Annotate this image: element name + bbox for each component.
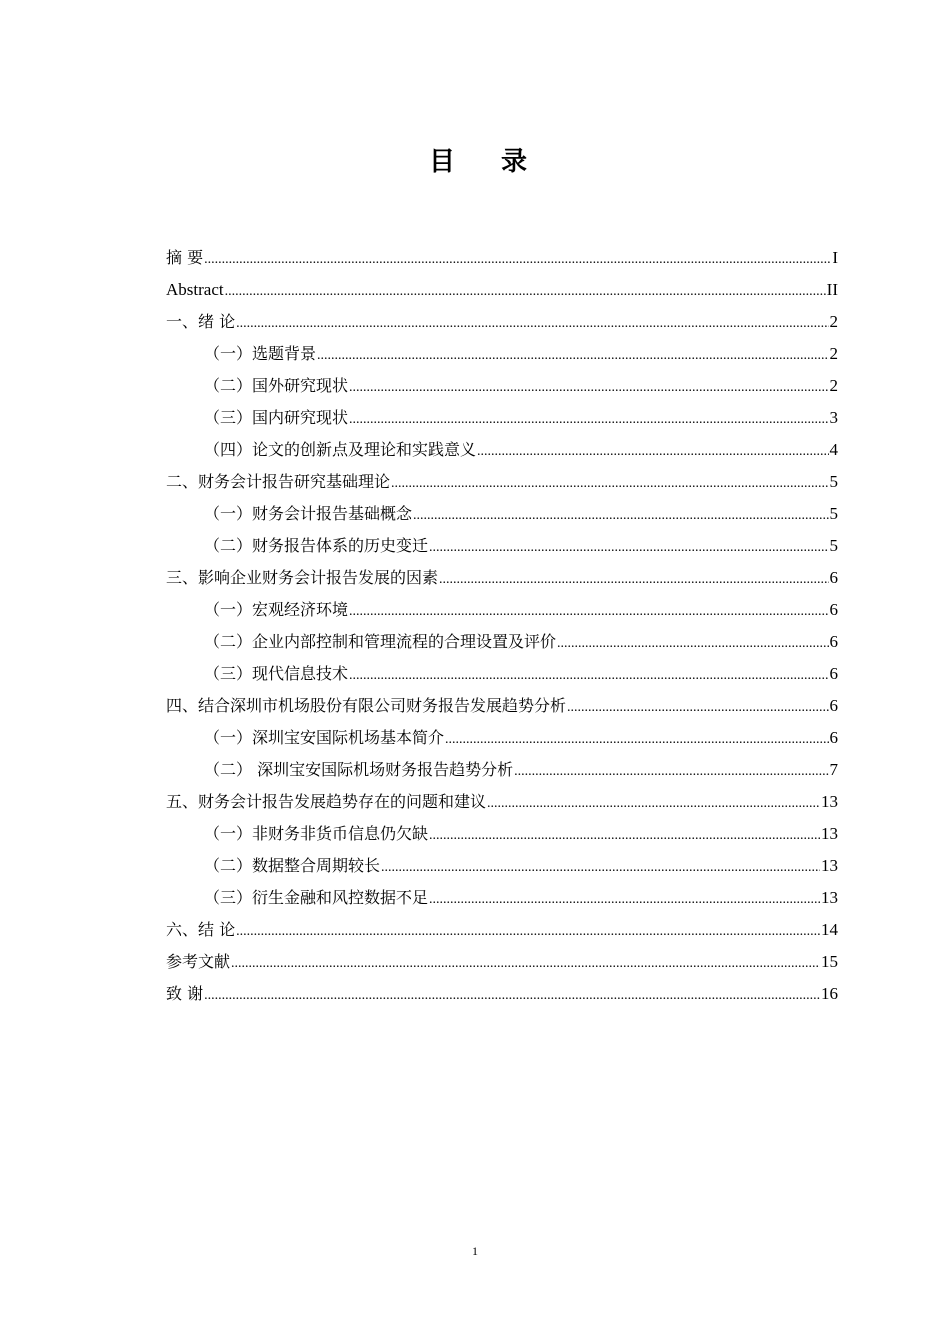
toc-entry-label: （二）企业内部控制和管理流程的合理设置及评价 (204, 632, 557, 651)
toc-entry[interactable] (166, 658, 838, 690)
toc-dot-leader (439, 564, 828, 596)
toc-entry[interactable] (166, 786, 838, 818)
toc-dot-leader (349, 596, 828, 628)
toc-dot-leader (477, 436, 828, 468)
toc-dot-leader (487, 788, 820, 820)
toc-entry[interactable] (166, 978, 838, 1010)
toc-dot-leader (557, 628, 828, 660)
toc-entry[interactable] (166, 274, 838, 306)
toc-entry-label: （三）现代信息技术 (204, 664, 349, 683)
toc-entry-label: （二）数据整合周期较长 (204, 856, 381, 875)
toc-entry[interactable] (166, 498, 838, 530)
toc-entry-label: （一）选题背景 (204, 344, 317, 363)
toc-entry-label: 二、财务会计报告研究基础理论 (166, 472, 391, 491)
toc-entry[interactable] (166, 306, 838, 338)
toc-entry-label: 五、财务会计报告发展趋势存在的问题和建议 (166, 792, 487, 811)
toc-entry-page: II (826, 280, 838, 299)
toc-entry-page: 7 (829, 760, 838, 779)
toc-entry-page: 13 (821, 888, 838, 907)
toc-entry[interactable] (166, 370, 838, 402)
toc-entry[interactable] (166, 818, 838, 850)
toc-entry-label: （四）论文的创新点及理论和实践意义 (204, 440, 477, 459)
toc-entry-page: 14 (821, 920, 838, 939)
table-of-contents (166, 242, 838, 1010)
toc-dot-leader (429, 820, 820, 852)
toc-entry[interactable] (166, 850, 838, 882)
toc-entry[interactable] (166, 626, 838, 658)
toc-entry[interactable] (166, 946, 838, 978)
toc-entry[interactable] (166, 594, 838, 626)
toc-entry-label: 三、影响企业财务会计报告发展的因素 (166, 568, 439, 587)
toc-dot-leader (236, 308, 828, 340)
toc-dot-leader (225, 276, 826, 308)
toc-entry[interactable] (166, 434, 838, 466)
toc-entry[interactable] (166, 242, 838, 274)
toc-entry-page: 6 (829, 728, 838, 747)
toc-entry-label: 一、绪 论 (166, 312, 236, 331)
toc-dot-leader (429, 884, 820, 916)
toc-entry-label: （三）衍生金融和风控数据不足 (204, 888, 429, 907)
toc-entry-page: 6 (829, 664, 838, 683)
toc-entry[interactable] (166, 466, 838, 498)
toc-entry-label: Abstract (166, 280, 224, 299)
toc-entry-page: 4 (829, 440, 838, 459)
toc-entry-label: （二） 深圳宝安国际机场财务报告趋势分析 (204, 760, 514, 779)
toc-entry-page: 16 (821, 984, 838, 1003)
toc-entry[interactable] (166, 530, 838, 562)
toc-entry-page: 6 (829, 568, 838, 587)
toc-entry-label: 参考文献 (166, 952, 231, 971)
toc-dot-leader (429, 532, 828, 564)
toc-entry-page: 2 (829, 312, 838, 331)
toc-entry[interactable] (166, 914, 838, 946)
toc-entry[interactable] (166, 690, 838, 722)
toc-entry-page: 6 (829, 600, 838, 619)
toc-dot-leader (349, 404, 828, 436)
toc-entry-label: （三）国内研究现状 (204, 408, 349, 427)
toc-entry-page: 5 (829, 504, 838, 523)
toc-entry-page: 13 (821, 856, 838, 875)
toc-entry-label: 四、结合深圳市机场股份有限公司财务报告发展趋势分析 (166, 696, 567, 715)
toc-entry-label: （二）财务报告体系的历史变迁 (204, 536, 429, 555)
toc-dot-leader (317, 340, 828, 372)
toc-dot-leader (204, 980, 820, 1012)
toc-entry-page: 5 (829, 472, 838, 491)
toc-entry-page: 3 (829, 408, 838, 427)
toc-entry-page: 13 (821, 792, 838, 811)
toc-entry[interactable] (166, 562, 838, 594)
toc-entry-label: 六、结 论 (166, 920, 236, 939)
toc-entry-label: （一）深圳宝安国际机场基本简介 (204, 728, 445, 747)
toc-entry-page: 6 (829, 696, 838, 715)
toc-dot-leader (514, 756, 828, 788)
toc-entry-label: （二）国外研究现状 (204, 376, 349, 395)
toc-entry-page: 15 (821, 952, 838, 971)
toc-entry-page: 5 (829, 536, 838, 555)
toc-entry-label: （一）财务会计报告基础概念 (204, 504, 413, 523)
toc-entry[interactable] (166, 882, 838, 914)
toc-entry[interactable] (166, 402, 838, 434)
toc-entry-page: 2 (829, 344, 838, 363)
toc-dot-leader (445, 724, 828, 756)
toc-dot-leader (381, 852, 820, 884)
toc-dot-leader (236, 916, 820, 948)
toc-entry-label: 摘 要 (166, 248, 204, 267)
toc-dot-leader (391, 468, 828, 500)
page-title: 目录 (428, 147, 573, 177)
toc-entry-page: 13 (821, 824, 838, 843)
page-number: 1 (472, 1244, 478, 1258)
toc-entry-label: 致 谢 (166, 984, 204, 1003)
toc-dot-leader (204, 244, 831, 276)
toc-entry[interactable] (166, 754, 838, 786)
toc-entry-label: （一）宏观经济环境 (204, 600, 349, 619)
toc-dot-leader (349, 660, 828, 692)
toc-entry-page: 2 (829, 376, 838, 395)
toc-dot-leader (231, 948, 820, 980)
toc-entry[interactable] (166, 338, 838, 370)
toc-entry-page: I (832, 248, 838, 267)
toc-entry[interactable] (166, 722, 838, 754)
toc-dot-leader (567, 692, 828, 724)
toc-dot-leader (413, 500, 828, 532)
toc-entry-label: （一）非财务非货币信息仍欠缺 (204, 824, 429, 843)
toc-dot-leader (349, 372, 828, 404)
toc-entry-page: 6 (829, 632, 838, 651)
